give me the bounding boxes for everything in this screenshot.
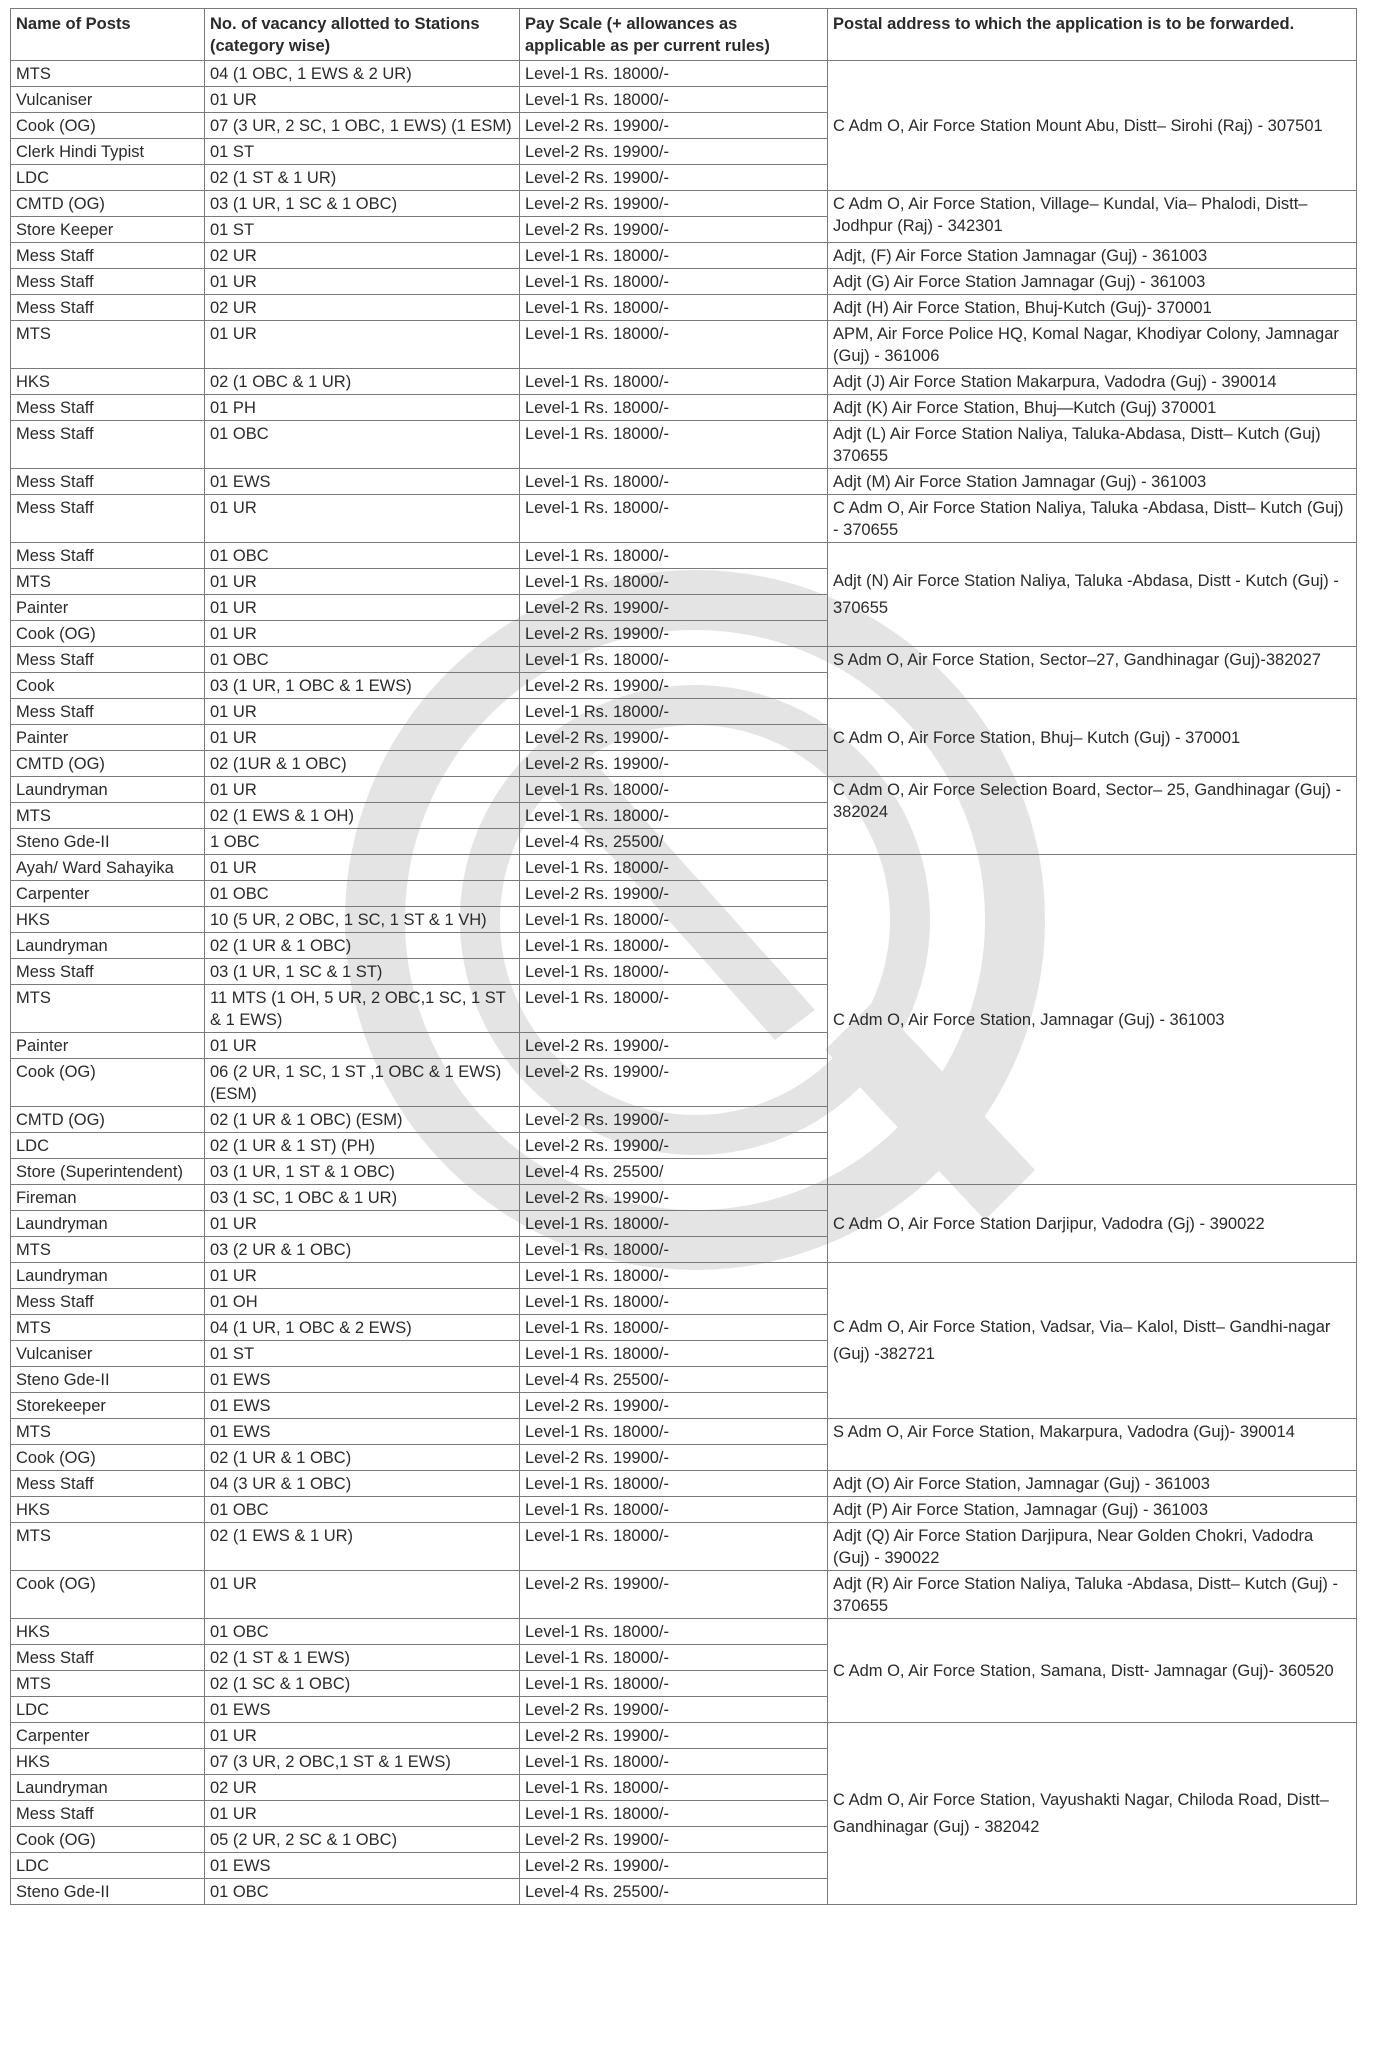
vacancy-cell: 02 UR (205, 1775, 520, 1801)
post-name-cell: Mess Staff (11, 1289, 205, 1315)
vacancy-cell: 01 ST (205, 139, 520, 165)
vacancy-cell: 10 (5 UR, 2 OBC, 1 SC, 1 ST & 1 VH) (205, 907, 520, 933)
vacancy-cell: 01 UR (205, 1033, 520, 1059)
vacancy-cell: 02 (1 UR & 1 OBC) (ESM) (205, 1107, 520, 1133)
header-postal-address: Postal address to which the application is to be forwarded. (828, 9, 1357, 61)
pay-scale-cell: Level-2 Rs. 19900/- (520, 1853, 828, 1879)
post-name-cell: Mess Staff (11, 421, 205, 469)
table-row (11, 269, 1357, 295)
table-row (11, 469, 1357, 495)
pay-scale-cell: Level-1 Rs. 18000/- (520, 1419, 828, 1445)
vacancy-cell: 01 PH (205, 395, 520, 421)
post-name-cell: LDC (11, 1697, 205, 1723)
post-name-cell: Steno Gde-II (11, 1367, 205, 1393)
pay-scale-cell: Level-1 Rs. 18000/- (520, 1211, 828, 1237)
vacancy-cell: 02 (1 ST & 1 UR) (205, 165, 520, 191)
pay-scale-cell: Level-1 Rs. 18000/- (520, 777, 828, 803)
pay-scale-cell: Level-2 Rs. 19900/- (520, 1445, 828, 1471)
vacancy-cell: 03 (1 SC, 1 OBC & 1 UR) (205, 1185, 520, 1211)
pay-scale-cell: Level-1 Rs. 18000/- (520, 61, 828, 87)
post-name-cell: Mess Staff (11, 469, 205, 495)
vacancy-cell: 03 (1 UR, 1 SC & 1 ST) (205, 959, 520, 985)
post-name-cell: Vulcaniser (11, 87, 205, 113)
post-name-cell: LDC (11, 1133, 205, 1159)
post-name-cell: CMTD (OG) (11, 191, 205, 217)
post-name-cell: Vulcaniser (11, 1341, 205, 1367)
pay-scale-cell: Level-1 Rs. 18000/- (520, 369, 828, 395)
vacancy-cell: 01 OBC (205, 1497, 520, 1523)
post-name-cell: LDC (11, 1853, 205, 1879)
post-name-cell: HKS (11, 907, 205, 933)
table-row (11, 495, 1357, 543)
post-name-cell: Mess Staff (11, 1645, 205, 1671)
post-name-cell: Mess Staff (11, 395, 205, 421)
vacancy-cell: 03 (1 UR, 1 SC & 1 OBC) (205, 191, 520, 217)
post-name-cell: Cook (OG) (11, 113, 205, 139)
postal-address-cell: C Adm O, Air Force Station, Bhuj– Kutch (Guj) - 370001 (828, 699, 1357, 777)
post-name-cell: Cook (OG) (11, 1059, 205, 1107)
pay-scale-cell: Level-2 Rs. 19900/- (520, 1571, 828, 1619)
table-row (11, 321, 1357, 369)
vacancy-cell: 01 UR (205, 495, 520, 543)
pay-scale-cell: Level-1 Rs. 18000/- (520, 1775, 828, 1801)
table-row (11, 1619, 1357, 1645)
post-name-cell: Painter (11, 595, 205, 621)
pay-scale-cell: Level-2 Rs. 19900/- (520, 1723, 828, 1749)
pay-scale-cell: Level-1 Rs. 18000/- (520, 87, 828, 113)
vacancy-cell: 01 OBC (205, 543, 520, 569)
postal-address-cell: C Adm O, Air Force Station Naliya, Taluka -Abdasa, Distt– Kutch (Guj) - 370655 (828, 495, 1357, 543)
post-name-cell: Cook (OG) (11, 1571, 205, 1619)
table-row (11, 369, 1357, 395)
table-row (11, 855, 1357, 881)
table-row (11, 1497, 1357, 1523)
vacancy-cell: 06 (2 UR, 1 SC, 1 ST ,1 OBC & 1 EWS) (ESM) (205, 1059, 520, 1107)
pay-scale-cell: Level-1 Rs. 18000/- (520, 1289, 828, 1315)
post-name-cell: MTS (11, 569, 205, 595)
table-row (11, 1723, 1357, 1749)
pay-scale-cell: Level-2 Rs. 19900/- (520, 1107, 828, 1133)
vacancy-cell: 02 UR (205, 295, 520, 321)
table-row (11, 1523, 1357, 1571)
pay-scale-cell: Level-1 Rs. 18000/- (520, 295, 828, 321)
postal-address-cell: Adjt, (F) Air Force Station Jamnagar (Guj) - 361003 (828, 243, 1357, 269)
vacancy-cell: 01 OBC (205, 421, 520, 469)
post-name-cell: Cook (OG) (11, 621, 205, 647)
pay-scale-cell: Level-1 Rs. 18000/- (520, 321, 828, 369)
pay-scale-cell: Level-4 Rs. 25500/- (520, 1879, 828, 1905)
pay-scale-cell: Level-1 Rs. 18000/- (520, 855, 828, 881)
post-name-cell: Laundryman (11, 777, 205, 803)
postal-address-cell: Adjt (K) Air Force Station, Bhuj—Kutch (Guj) 370001 (828, 395, 1357, 421)
pay-scale-cell: Level-1 Rs. 18000/- (520, 1523, 828, 1571)
post-name-cell: Carpenter (11, 1723, 205, 1749)
post-name-cell: Painter (11, 1033, 205, 1059)
vacancy-cell: 01 EWS (205, 1393, 520, 1419)
vacancy-cell: 01 OBC (205, 647, 520, 673)
vacancy-cell: 03 (1 UR, 1 OBC & 1 EWS) (205, 673, 520, 699)
pay-scale-cell: Level-2 Rs. 19900/- (520, 113, 828, 139)
post-name-cell: MTS (11, 1315, 205, 1341)
post-name-cell: Mess Staff (11, 269, 205, 295)
post-name-cell: Ayah/ Ward Sahayika (11, 855, 205, 881)
vacancy-cell: 02 (1 ST & 1 EWS) (205, 1645, 520, 1671)
post-name-cell: MTS (11, 1523, 205, 1571)
pay-scale-cell: Level-1 Rs. 18000/- (520, 1471, 828, 1497)
pay-scale-cell: Level-4 Rs. 25500/ (520, 1159, 828, 1185)
post-name-cell: Carpenter (11, 881, 205, 907)
vacancy-cell: 07 (3 UR, 2 OBC,1 ST & 1 EWS) (205, 1749, 520, 1775)
postal-address-cell: Adjt (M) Air Force Station Jamnagar (Guj) - 361003 (828, 469, 1357, 495)
vacancy-cell: 01 OBC (205, 1619, 520, 1645)
pay-scale-cell: Level-1 Rs. 18000/- (520, 469, 828, 495)
postal-address-cell: Adjt (O) Air Force Station, Jamnagar (Guj) - 361003 (828, 1471, 1357, 1497)
pay-scale-cell: Level-2 Rs. 19900/- (520, 139, 828, 165)
vacancy-cell: 02 (1 UR & 1 OBC) (205, 1445, 520, 1471)
vacancy-table-wrapper (10, 8, 1357, 1905)
post-name-cell: CMTD (OG) (11, 751, 205, 777)
vacancy-cell: 01 OH (205, 1289, 520, 1315)
postal-address-cell: C Adm O, Air Force Station, Vadsar, Via– Kalol, Distt– Gandhi-nagar (Guj) -382721 (828, 1263, 1357, 1419)
vacancy-cell: 02 (1 UR & 1 OBC) (205, 933, 520, 959)
pay-scale-cell: Level-2 Rs. 19900/- (520, 1393, 828, 1419)
post-name-cell: Painter (11, 725, 205, 751)
post-name-cell: Mess Staff (11, 495, 205, 543)
pay-scale-cell: Level-1 Rs. 18000/- (520, 1619, 828, 1645)
table-row (11, 1263, 1357, 1289)
table-row (11, 395, 1357, 421)
pay-scale-cell: Level-1 Rs. 18000/- (520, 1749, 828, 1775)
table-header-row (11, 9, 1357, 61)
post-name-cell: MTS (11, 803, 205, 829)
vacancy-cell: 02 (1 UR & 1 ST) (PH) (205, 1133, 520, 1159)
pay-scale-cell: Level-1 Rs. 18000/- (520, 1801, 828, 1827)
post-name-cell: MTS (11, 61, 205, 87)
post-name-cell: Mess Staff (11, 1801, 205, 1827)
postal-address-cell: S Adm O, Air Force Station, Sector–27, Gandhinagar (Guj)-382027 (828, 647, 1357, 699)
header-name-of-posts: Name of Posts (11, 9, 205, 61)
pay-scale-cell: Level-1 Rs. 18000/- (520, 933, 828, 959)
table-row (11, 1419, 1357, 1445)
pay-scale-cell: Level-2 Rs. 19900/- (520, 725, 828, 751)
vacancy-cell: 01 UR (205, 1801, 520, 1827)
vacancy-cell: 01 EWS (205, 1853, 520, 1879)
postal-address-cell: Adjt (G) Air Force Station Jamnagar (Guj) - 361003 (828, 269, 1357, 295)
pay-scale-cell: Level-2 Rs. 19900/- (520, 1697, 828, 1723)
vacancy-cell: 01 OBC (205, 1879, 520, 1905)
table-row (11, 699, 1357, 725)
pay-scale-cell: Level-2 Rs. 19900/- (520, 217, 828, 243)
vacancy-cell: 01 UR (205, 1723, 520, 1749)
vacancy-cell: 04 (1 UR, 1 OBC & 2 EWS) (205, 1315, 520, 1341)
vacancy-cell: 01 EWS (205, 1419, 520, 1445)
post-name-cell: Mess Staff (11, 1471, 205, 1497)
table-row (11, 61, 1357, 87)
vacancy-cell: 01 UR (205, 569, 520, 595)
post-name-cell: Mess Staff (11, 295, 205, 321)
vacancy-cell: 01 UR (205, 855, 520, 881)
pay-scale-cell: Level-1 Rs. 18000/- (520, 269, 828, 295)
pay-scale-cell: Level-1 Rs. 18000/- (520, 985, 828, 1033)
pay-scale-cell: Level-2 Rs. 19900/- (520, 165, 828, 191)
vacancy-cell: 03 (2 UR & 1 OBC) (205, 1237, 520, 1263)
postal-address-cell: Adjt (N) Air Force Station Naliya, Taluka -Abdasa, Distt - Kutch (Guj) - 370655 (828, 543, 1357, 647)
post-name-cell: HKS (11, 1497, 205, 1523)
postal-address-cell: C Adm O, Air Force Station, Village– Kundal, Via– Phalodi, Distt– Jodhpur (Raj) - 342301 (828, 191, 1357, 243)
table-row (11, 421, 1357, 469)
vacancy-cell: 04 (1 OBC, 1 EWS & 2 UR) (205, 61, 520, 87)
pay-scale-cell: Level-1 Rs. 18000/- (520, 243, 828, 269)
vacancy-cell: 01 UR (205, 595, 520, 621)
vacancy-cell: 01 EWS (205, 469, 520, 495)
vacancy-cell: 01 UR (205, 1571, 520, 1619)
postal-address-cell: Adjt (L) Air Force Station Naliya, Taluka-Abdasa, Distt– Kutch (Guj) 370655 (828, 421, 1357, 469)
postal-address-cell: C Adm O, Air Force Station, Vayushakti Nagar, Chiloda Road, Distt– Gandhinagar (Guj) - 382042 (828, 1723, 1357, 1905)
vacancy-cell: 11 MTS (1 OH, 5 UR, 2 OBC,1 SC, 1 ST & 1 EWS) (205, 985, 520, 1033)
table-body (11, 61, 1357, 1905)
post-name-cell: Clerk Hindi Typist (11, 139, 205, 165)
postal-address-cell: C Adm O, Air Force Station Mount Abu, Distt– Sirohi (Raj) - 307501 (828, 61, 1357, 191)
pay-scale-cell: Level-1 Rs. 18000/- (520, 1263, 828, 1289)
post-name-cell: MTS (11, 1671, 205, 1697)
postal-address-cell: Adjt (J) Air Force Station Makarpura, Vadodra (Guj) - 390014 (828, 369, 1357, 395)
pay-scale-cell: Level-1 Rs. 18000/- (520, 543, 828, 569)
table-row (11, 543, 1357, 569)
table-row (11, 1471, 1357, 1497)
post-name-cell: Laundryman (11, 1775, 205, 1801)
pay-scale-cell: Level-1 Rs. 18000/- (520, 1341, 828, 1367)
pay-scale-cell: Level-2 Rs. 19900/- (520, 673, 828, 699)
post-name-cell: LDC (11, 165, 205, 191)
vacancy-cell: 01 EWS (205, 1367, 520, 1393)
table-row (11, 647, 1357, 673)
vacancy-cell: 01 UR (205, 725, 520, 751)
postal-address-cell: Adjt (R) Air Force Station Naliya, Taluka -Abdasa, Distt– Kutch (Guj) - 370655 (828, 1571, 1357, 1619)
post-name-cell: HKS (11, 369, 205, 395)
vacancy-cell: 03 (1 UR, 1 ST & 1 OBC) (205, 1159, 520, 1185)
post-name-cell: Mess Staff (11, 543, 205, 569)
pay-scale-cell: Level-2 Rs. 19900/- (520, 1059, 828, 1107)
pay-scale-cell: Level-1 Rs. 18000/- (520, 803, 828, 829)
pay-scale-cell: Level-1 Rs. 18000/- (520, 1315, 828, 1341)
pay-scale-cell: Level-2 Rs. 19900/- (520, 595, 828, 621)
postal-address-cell: C Adm O, Air Force Station, Jamnagar (Guj) - 361003 (828, 855, 1357, 1185)
post-name-cell: HKS (11, 1619, 205, 1645)
post-name-cell: Laundryman (11, 933, 205, 959)
pay-scale-cell: Level-1 Rs. 18000/- (520, 569, 828, 595)
post-name-cell: Cook (OG) (11, 1445, 205, 1471)
pay-scale-cell: Level-2 Rs. 19900/- (520, 1185, 828, 1211)
pay-scale-cell: Level-1 Rs. 18000/- (520, 1645, 828, 1671)
vacancy-cell: 01 ST (205, 1341, 520, 1367)
pay-scale-cell: Level-4 Rs. 25500/ (520, 829, 828, 855)
post-name-cell: MTS (11, 321, 205, 369)
post-name-cell: Laundryman (11, 1263, 205, 1289)
postal-address-cell: S Adm O, Air Force Station, Makarpura, Vadodra (Guj)- 390014 (828, 1419, 1357, 1471)
vacancy-cell: 01 UR (205, 777, 520, 803)
pay-scale-cell: Level-2 Rs. 19900/- (520, 621, 828, 647)
pay-scale-cell: Level-2 Rs. 19900/- (520, 191, 828, 217)
pay-scale-cell: Level-2 Rs. 19900/- (520, 881, 828, 907)
vacancy-table (10, 8, 1357, 1905)
pay-scale-cell: Level-4 Rs. 25500/- (520, 1367, 828, 1393)
vacancy-cell: 01 UR (205, 1263, 520, 1289)
header-vacancy: No. of vacancy allotted to Stations (category wise) (205, 9, 520, 61)
post-name-cell: Steno Gde-II (11, 829, 205, 855)
post-name-cell: Storekeeper (11, 1393, 205, 1419)
postal-address-cell: C Adm O, Air Force Station, Samana, Distt- Jamnagar (Guj)- 360520 (828, 1619, 1357, 1723)
postal-address-cell: APM, Air Force Police HQ, Komal Nagar, Khodiyar Colony, Jamnagar (Guj) - 361006 (828, 321, 1357, 369)
post-name-cell: Cook (OG) (11, 1827, 205, 1853)
pay-scale-cell: Level-1 Rs. 18000/- (520, 395, 828, 421)
post-name-cell: MTS (11, 1237, 205, 1263)
post-name-cell: Laundryman (11, 1211, 205, 1237)
pay-scale-cell: Level-1 Rs. 18000/- (520, 1671, 828, 1697)
vacancy-cell: 02 UR (205, 243, 520, 269)
pay-scale-cell: Level-1 Rs. 18000/- (520, 959, 828, 985)
post-name-cell: Store (Superintendent) (11, 1159, 205, 1185)
vacancy-cell: 1 OBC (205, 829, 520, 855)
post-name-cell: Store Keeper (11, 217, 205, 243)
vacancy-cell: 01 UR (205, 621, 520, 647)
pay-scale-cell: Level-1 Rs. 18000/- (520, 647, 828, 673)
vacancy-cell: 02 (1 EWS & 1 UR) (205, 1523, 520, 1571)
postal-address-cell: C Adm O, Air Force Station Darjipur, Vadodra (Gj) - 390022 (828, 1185, 1357, 1263)
postal-address-cell: Adjt (Q) Air Force Station Darjipura, Near Golden Chokri, Vadodra (Guj) - 390022 (828, 1523, 1357, 1571)
vacancy-cell: 01 UR (205, 321, 520, 369)
postal-address-cell: Adjt (P) Air Force Station, Jamnagar (Guj) - 361003 (828, 1497, 1357, 1523)
header-pay-scale: Pay Scale (+ allowances as applicable as per current rules) (520, 9, 828, 61)
pay-scale-cell: Level-1 Rs. 18000/- (520, 1237, 828, 1263)
table-row (11, 1571, 1357, 1619)
vacancy-cell: 01 OBC (205, 881, 520, 907)
pay-scale-cell: Level-2 Rs. 19900/- (520, 1827, 828, 1853)
vacancy-cell: 04 (3 UR & 1 OBC) (205, 1471, 520, 1497)
post-name-cell: Fireman (11, 1185, 205, 1211)
table-row (11, 777, 1357, 803)
vacancy-cell: 07 (3 UR, 2 SC, 1 OBC, 1 EWS) (1 ESM) (205, 113, 520, 139)
vacancy-cell: 05 (2 UR, 2 SC & 1 OBC) (205, 1827, 520, 1853)
post-name-cell: Cook (11, 673, 205, 699)
post-name-cell: Steno Gde-II (11, 1879, 205, 1905)
pay-scale-cell: Level-2 Rs. 19900/- (520, 1133, 828, 1159)
post-name-cell: HKS (11, 1749, 205, 1775)
post-name-cell: MTS (11, 1419, 205, 1445)
post-name-cell: Mess Staff (11, 959, 205, 985)
post-name-cell: CMTD (OG) (11, 1107, 205, 1133)
vacancy-cell: 01 UR (205, 1211, 520, 1237)
postal-address-cell: C Adm O, Air Force Selection Board, Sector– 25, Gandhinagar (Guj) - 382024 (828, 777, 1357, 855)
table-row (11, 295, 1357, 321)
table-row (11, 1185, 1357, 1211)
post-name-cell: MTS (11, 985, 205, 1033)
vacancy-cell: 01 UR (205, 87, 520, 113)
pay-scale-cell: Level-1 Rs. 18000/- (520, 907, 828, 933)
pay-scale-cell: Level-1 Rs. 18000/- (520, 421, 828, 469)
post-name-cell: Mess Staff (11, 243, 205, 269)
post-name-cell: Mess Staff (11, 699, 205, 725)
table-row (11, 243, 1357, 269)
pay-scale-cell: Level-1 Rs. 18000/- (520, 1497, 828, 1523)
vacancy-cell: 01 EWS (205, 1697, 520, 1723)
vacancy-cell: 02 (1 SC & 1 OBC) (205, 1671, 520, 1697)
vacancy-cell: 01 ST (205, 217, 520, 243)
table-row (11, 191, 1357, 217)
vacancy-cell: 02 (1 OBC & 1 UR) (205, 369, 520, 395)
pay-scale-cell: Level-1 Rs. 18000/- (520, 495, 828, 543)
postal-address-cell: Adjt (H) Air Force Station, Bhuj-Kutch (Guj)- 370001 (828, 295, 1357, 321)
post-name-cell: Mess Staff (11, 647, 205, 673)
vacancy-cell: 01 UR (205, 699, 520, 725)
pay-scale-cell: Level-2 Rs. 19900/- (520, 751, 828, 777)
pay-scale-cell: Level-1 Rs. 18000/- (520, 699, 828, 725)
vacancy-cell: 02 (1 EWS & 1 OH) (205, 803, 520, 829)
vacancy-cell: 01 UR (205, 269, 520, 295)
pay-scale-cell: Level-2 Rs. 19900/- (520, 1033, 828, 1059)
vacancy-cell: 02 (1UR & 1 OBC) (205, 751, 520, 777)
